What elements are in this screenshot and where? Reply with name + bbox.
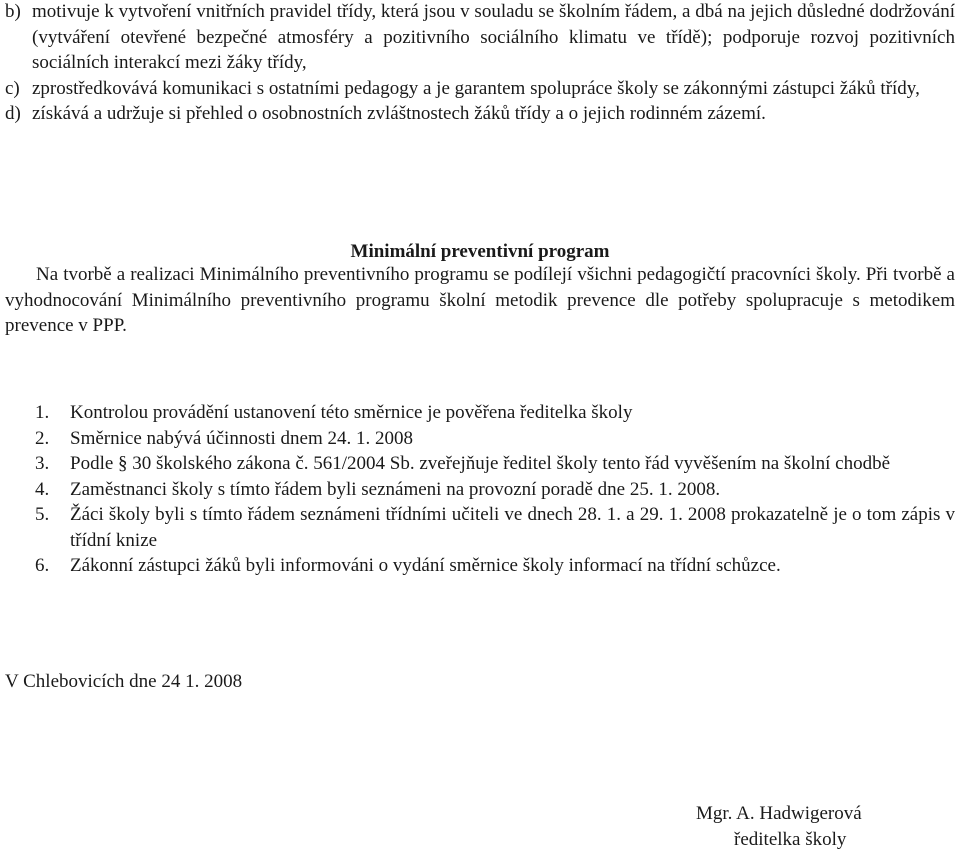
list-number: 4. [35,478,50,500]
list-item-text: Zákonní zástupci žáků byli informováni o vydání směrnice školy informací na třídní schůzce. [70,555,781,576]
list-item-text: zprostředkovává komunikaci s ostatními pedagogy a je garantem spolupráce školy se zákonnými zástupci žáků třídy, [32,77,920,99]
list-marker: b) [5,1,21,22]
list-item [35,477,955,503]
section-paragraph: Na tvorbě a realizaci Minimálního preventivního programu se podílejí všichni pedagogičtí pracovníci školy. Při tvorbě a vyhodnocování Minimálního preventivního programu školní metodik prevence dle potřeby spolupracuje s metodikem prevence v PPP. [5,264,955,336]
list-number: 6. [35,555,50,576]
list-item [5,0,955,76]
list-marker: c) [5,77,20,99]
list-item-text: motivuje k vytvoření vnitřních pravidel třídy, která jsou v souladu se školním řádem, a dbá na jejich důsledné dodržování (vytváření otevřené bezpečné atmosféry a pozitivního sociálního klimatu ve třídě); podporuje rozvoj pozitivních sociálních interakcí mezi žáky třídy, [32,1,955,73]
list-item [35,502,955,553]
section-heading: Minimální preventivní program [350,241,610,262]
list-item-text: Kontrolou provádění ustanovení této směrnice je pověřena ředitelka školy [70,402,633,423]
place-and-date: V Chlebovicích dne 24 1. 2008 [5,671,243,692]
list-number: 1. [35,402,50,423]
list-item-text: získává a udržuje si přehled o osobnostních zvláštnostech žáků třídy a o jejich rodinném zázemí. [32,103,766,124]
list-item [35,451,955,477]
list-marker: d) [5,103,21,124]
signatory-role: ředitelka školy [734,828,847,850]
list-item [5,76,955,102]
list-item [35,400,955,426]
list-item-text: Podle § 30 školského zákona č. 561/2004 Sb. zveřejňuje ředitel školy tento řád vyvěšením na školní chodbě [70,453,890,474]
provisions-list [35,400,955,579]
list-item-text: Žáci školy byli s tímto řádem seznámeni třídními učiteli ve dnech 28. 1. a 29. 1. 2008 prokazatelně je o tom zápis v třídní knize [70,504,955,551]
list-item [35,426,955,452]
signature-block [690,801,910,852]
list-number: 2. [35,427,50,449]
signatory-name: Mgr. A. Hadwigerová [696,803,862,824]
list-number: 3. [35,453,50,474]
list-item [5,101,955,127]
list-item [35,553,955,579]
list-number: 5. [35,504,50,525]
list-item-text: Směrnice nabývá účinnosti dnem 24. 1. 2008 [70,427,413,449]
list-item-text: Zaměstnanci školy s tímto řádem byli seznámeni na provozní poradě dne 25. 1. 2008. [70,478,721,500]
duties-list [5,0,955,127]
